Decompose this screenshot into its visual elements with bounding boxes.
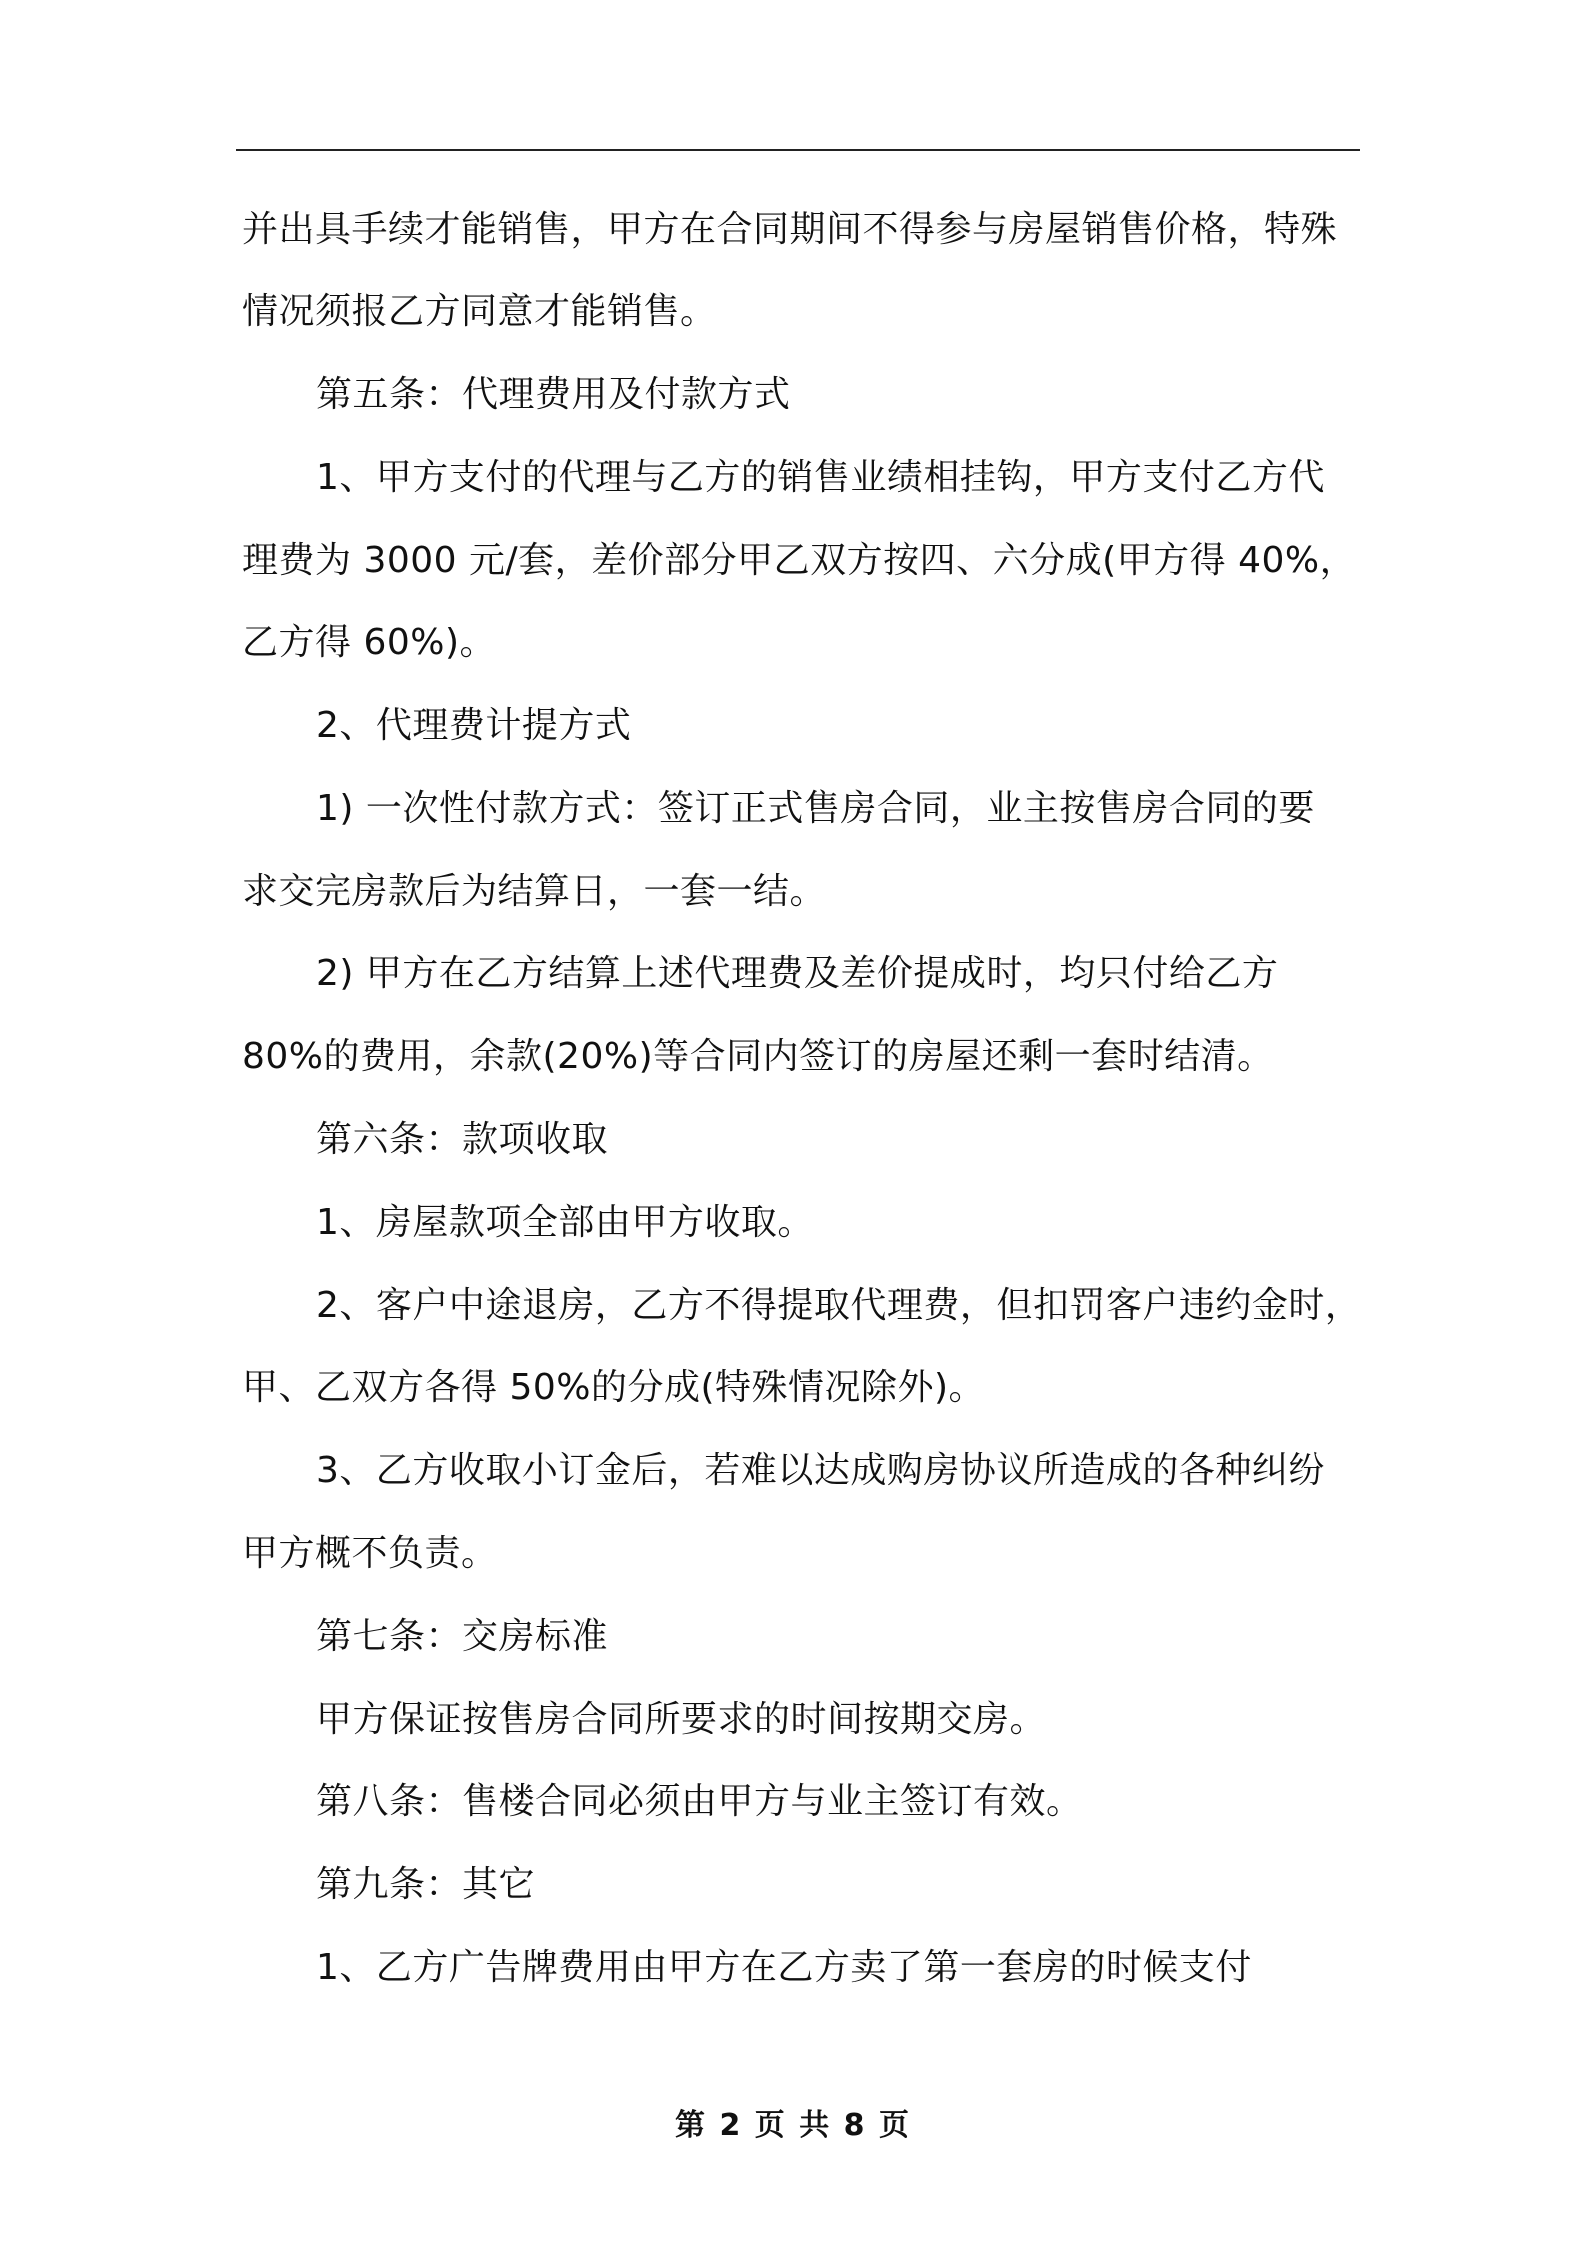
paragraph-line: 甲、乙双方各得 50%的分成(特殊情况除外)。	[242, 1367, 986, 1408]
paragraph-line: 80%的费用，余款(20%)等合同内签订的房屋还剩一套时结清。	[242, 1036, 1274, 1077]
paragraph-line: 1、乙方广告牌费用由甲方在乙方卖了第一套房的时候支付	[316, 1947, 1252, 1988]
paragraph-line: 3、乙方收取小订金后，若难以达成购房协议所造成的各种纠纷	[316, 1450, 1325, 1491]
paragraph-line: 乙方得 60%)。	[242, 622, 497, 663]
section-heading: 第六条：款项收取	[316, 1119, 609, 1160]
page-number: 第 2 页 共 8 页	[675, 2108, 911, 2143]
paragraph-line: 情况须报乙方同意才能销售。	[242, 291, 717, 332]
paragraph-line: 2) 甲方在乙方结算上述代理费及差价提成时，均只付给乙方	[316, 953, 1279, 994]
paragraph-line: 求交完房款后为结算日，一套一结。	[242, 871, 827, 912]
paragraph-line: 并出具手续才能销售，甲方在合同期间不得参与房屋销售价格，特殊	[242, 209, 1338, 250]
paragraph-line: 理费为 3000 元/套，差价部分甲乙双方按四、六分成(甲方得 40%，	[242, 540, 1357, 581]
paragraph-line: 1、房屋款项全部由甲方收取。	[316, 1202, 814, 1243]
paragraph-line: 2、代理费计提方式	[316, 705, 632, 746]
paragraph-line: 甲方概不负责。	[242, 1533, 498, 1574]
section-heading: 第八条：售楼合同必须由甲方与业主签订有效。	[316, 1781, 1083, 1822]
paragraph-line: 1) 一次性付款方式：签订正式售房合同，业主按售房合同的要	[316, 788, 1315, 829]
paragraph-line: 1、甲方支付的代理与乙方的销售业绩相挂钩，甲方支付乙方代	[316, 457, 1325, 498]
paragraph-line: 甲方保证按售房合同所要求的时间按期交房。	[316, 1699, 1047, 1740]
paragraph-line: 2、客户中途退房，乙方不得提取代理费，但扣罚客户违约金时，	[316, 1285, 1362, 1326]
section-heading: 第九条：其它	[316, 1864, 536, 1905]
section-heading: 第五条：代理费用及付款方式	[316, 374, 791, 415]
section-heading: 第七条：交房标准	[316, 1616, 609, 1657]
